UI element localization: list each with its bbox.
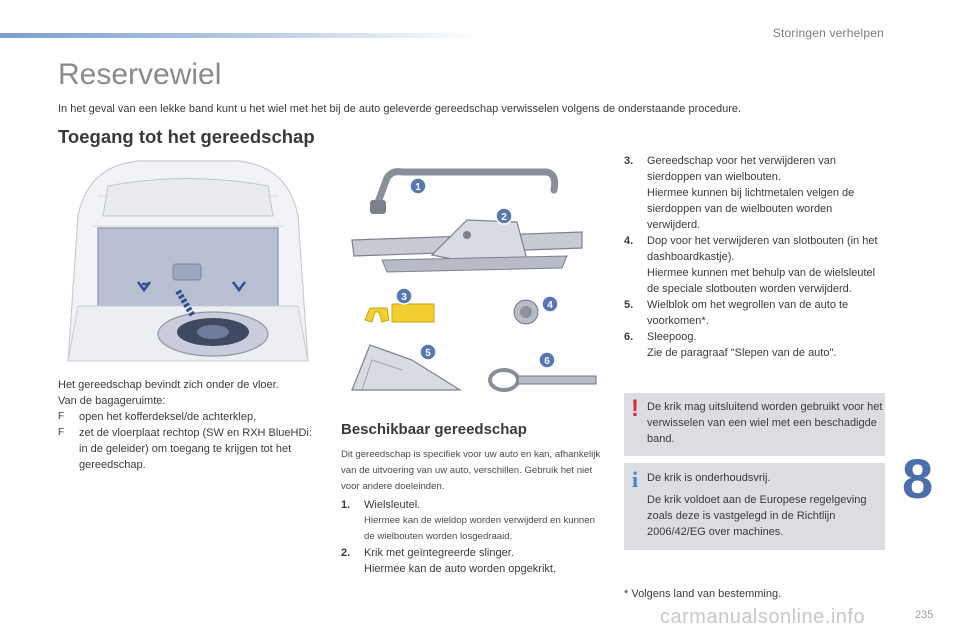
- item-title: Wielblok om het wegrollen van de auto te voorkomen*.: [647, 299, 849, 327]
- intro-text: In het geval van een lekke band kunt u het wiel met het bij de auto geleverde gereedschap verwisselen volgens de onderstaande procedure.: [58, 103, 742, 115]
- list-item: [624, 233, 882, 297]
- item-desc: Hiermee kan de auto worden opgekrikt.: [364, 563, 556, 575]
- item-number: 6.: [624, 331, 634, 343]
- item-title: Gereedschap voor het verwijderen van sierdoppen van wielbouten.: [647, 155, 836, 183]
- item-number: 1.: [341, 499, 351, 511]
- svg-text:3: 3: [401, 292, 407, 303]
- info-text-1: De krik is onderhoudsvrij.: [647, 472, 771, 484]
- footnote: * Volgens land van bestemming.: [624, 588, 782, 600]
- svg-text:4: 4: [547, 300, 553, 311]
- chapter-badge: 8: [902, 447, 934, 510]
- info-box: [624, 463, 885, 550]
- item-desc: Hiermee kan de wieldop worden verwijderd en kunnen de wielbouten worden losgedraaid.: [364, 515, 595, 542]
- info-text-2: De krik voldoet aan de Europese regelgeving zoals deze is vastgelegd in de Richtlijn 2006/42/EG over machines.: [647, 494, 867, 538]
- tools-heading: Beschikbaar gereedschap: [341, 421, 527, 438]
- tools-intro: Dit gereedschap is specifiek voor uw auto en kan, afhankelijk van de uitvoering van uw auto, verschillen. Gebruik het niet voor andere doeleinden.: [341, 449, 601, 492]
- access-heading: Toegang tot het gereedschap: [58, 126, 315, 147]
- svg-text:2: 2: [501, 212, 507, 223]
- svg-text:5: 5: [425, 348, 431, 359]
- list-item: [624, 329, 882, 361]
- tools-left-column: [341, 447, 603, 577]
- warning-text: De krik mag uitsluitend worden gebruikt voor het verwisselen van een wiel met een beschadigde band.: [647, 401, 883, 445]
- section-title: Storingen verhelpen: [772, 26, 884, 40]
- list-item: F open het kofferdeksel/de achterklep,: [58, 411, 257, 423]
- access-text-2: Van de bagageruimte:: [58, 395, 166, 407]
- info-text: [647, 470, 883, 540]
- item-number: 2.: [341, 547, 351, 559]
- tools-image: [342, 160, 604, 400]
- item-title: Sleepoog.: [647, 331, 697, 343]
- page-title: Reservewiel: [58, 58, 222, 91]
- watermark: carmanualsonline.info: [660, 606, 866, 628]
- info-icon: i: [631, 467, 639, 492]
- item-number: 4.: [624, 235, 634, 247]
- trunk-illustration: [58, 156, 318, 362]
- warning-box: [624, 393, 885, 456]
- item-title: Dop voor het verwijderen van slotbouten (in het dashboardkastje).: [647, 235, 878, 263]
- list-item: [624, 297, 882, 329]
- trunk-image: [58, 156, 318, 362]
- item-desc: Hiermee kunnen bij lichtmetalen velgen de sierdoppen van de wielbouten worden verwijderd.: [647, 187, 855, 231]
- item-title: Wielsleutel.: [364, 499, 421, 511]
- item-desc: Zie de paragraaf "Slepen van de auto".: [647, 347, 837, 359]
- svg-text:1: 1: [415, 182, 421, 193]
- bullet-marker: F: [58, 411, 65, 422]
- list-item: [341, 545, 603, 577]
- access-text: [58, 377, 320, 473]
- item-desc: Hiermee kunnen met behulp van de wielsleutel de speciale slotbouten worden verwijderd.: [647, 267, 876, 295]
- item-number: 3.: [624, 155, 634, 167]
- list-item: [624, 153, 882, 233]
- item-number: 5.: [624, 299, 634, 311]
- access-text-1: Het gereedschap bevindt zich onder de vloer.: [58, 379, 279, 391]
- header-accent-bar: [0, 33, 480, 38]
- list-item: F zet de vloerplaat rechtop (SW en RXH BlueHDi: in de geleider) om toegang te krijgen tot het gereedschap.: [58, 427, 312, 471]
- tools-illustration: [342, 160, 604, 400]
- bullet-marker: F: [58, 427, 65, 438]
- item-title: Krik met geïntegreerde slinger.: [364, 547, 514, 559]
- list-item: [341, 497, 603, 545]
- tools-right-column: [624, 153, 882, 361]
- access-bullet-list: [58, 409, 320, 473]
- exclamation-icon: !: [631, 395, 639, 422]
- svg-text:6: 6: [544, 356, 550, 367]
- page-number: 235: [915, 609, 934, 621]
